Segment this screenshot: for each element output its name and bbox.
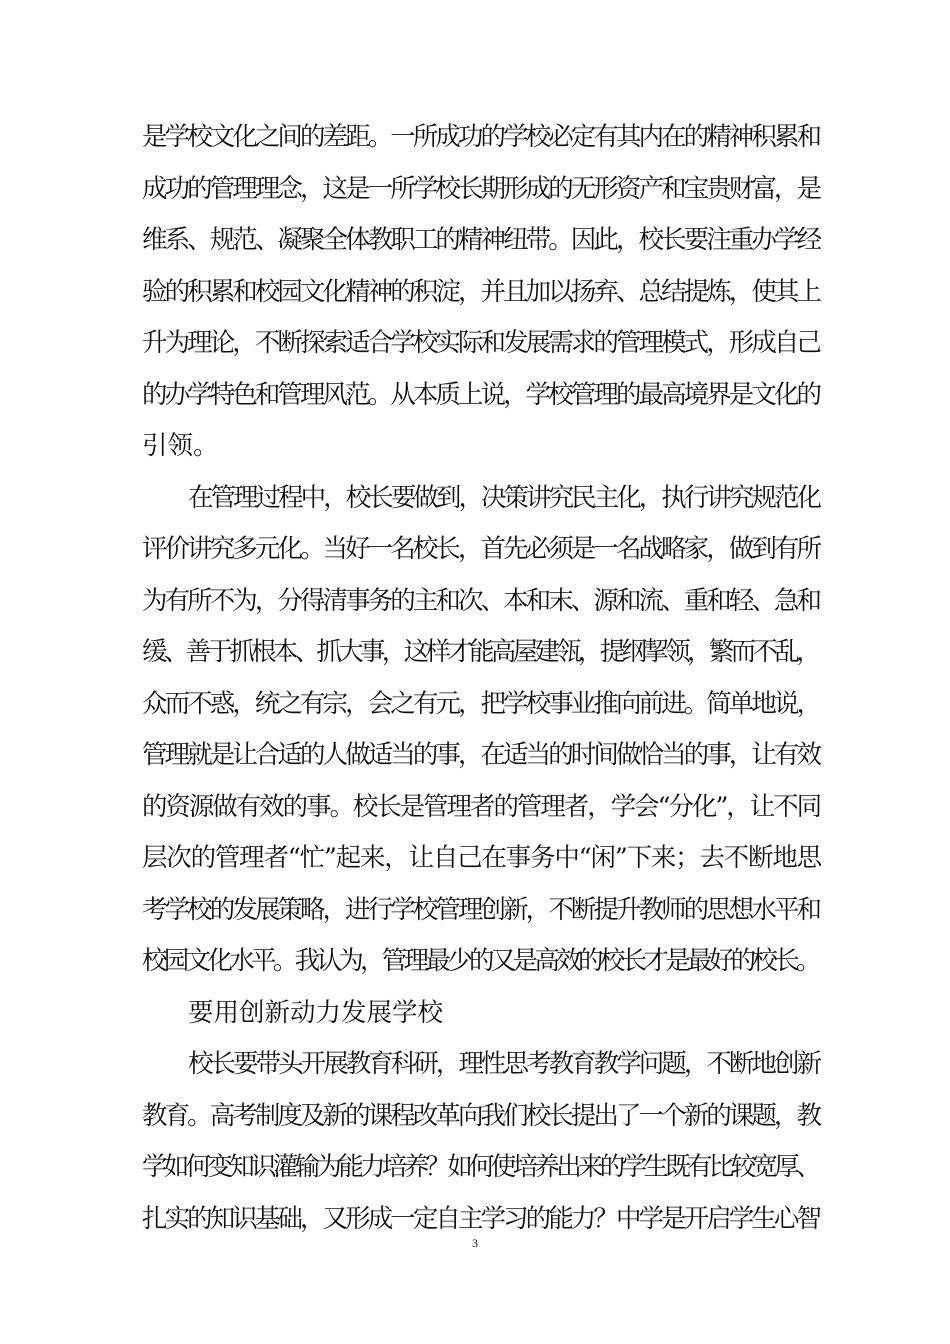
section-heading: 要用创新动力发展学校 bbox=[188, 998, 444, 1028]
text-line: 考学校的发展策略，进行学校管理创新，不断提升教师的思想水平和 bbox=[142, 895, 820, 925]
paragraph-first-line: 在管理过程中，校长要做到，决策讲究民主化，执行讲究规范化 bbox=[188, 483, 820, 513]
text-line: 的资源做有效的事。校长是管理者的管理者，学会“分化”，让不同 bbox=[142, 792, 821, 822]
text-line: 众而不惑，统之有宗，会之有元，把学校事业推向前进。简单地说， bbox=[142, 689, 820, 719]
text-line: 是学校文化之间的差距。一所成功的学校必定有其内在的精神积累和 bbox=[142, 122, 820, 152]
text-line: 评价讲究多元化。当好一名校长，首先必须是一名战略家，做到有所 bbox=[142, 534, 820, 564]
text-line: 学如何变知识灌输为能力培养？如何使培养出来的学生既有比较宽厚、 bbox=[142, 1152, 818, 1182]
text-line: 验的积累和校园文化精神的积淀，并且加以扬弃、总结提炼，使其上 bbox=[142, 277, 820, 307]
text-line: 层次的管理者“忙”起来，让自己在事务中“闲”下来；去不断地思 bbox=[142, 843, 821, 873]
page-number: 3 bbox=[472, 1236, 478, 1250]
text-line: 为有所不为，分得清事务的主和次、本和末、源和流、重和轻、急和 bbox=[142, 586, 820, 616]
text-line: 扎实的知识基础，又形成一定自主学习的能力？中学是开启学生心智 bbox=[142, 1204, 820, 1234]
paragraph-first-line: 校长要带头开展教育科研，理性思考教育教学问题，不断地创新 bbox=[188, 1049, 820, 1079]
text-line: 缓、善于抓根本、抓大事，这样才能高屋建瓴，提纲挈领，繁而不乱， bbox=[142, 637, 818, 667]
text-line: 升为理论，不断探索适合学校实际和发展需求的管理模式，形成自己 bbox=[142, 328, 820, 358]
text-line: 维系、规范、凝聚全体教职工的精神纽带。因此，校长要注重办学经 bbox=[142, 225, 820, 255]
text-line: 引领。 bbox=[142, 431, 219, 461]
text-line: 成功的管理理念，这是一所学校长期形成的无形资产和宝贵财富，是 bbox=[142, 174, 820, 204]
text-line: 教育。高考制度及新的课程改革向我们校长提出了一个新的课题，教 bbox=[142, 1101, 820, 1131]
text-line: 的办学特色和管理风范。从本质上说，学校管理的最高境界是文化的 bbox=[142, 380, 820, 410]
text-line: 校园文化水平。我认为，管理最少的又是高效的校长才是最好的校长。 bbox=[142, 946, 818, 976]
text-line: 管理就是让合适的人做适当的事，在适当的时间做恰当的事，让有效 bbox=[142, 740, 820, 770]
